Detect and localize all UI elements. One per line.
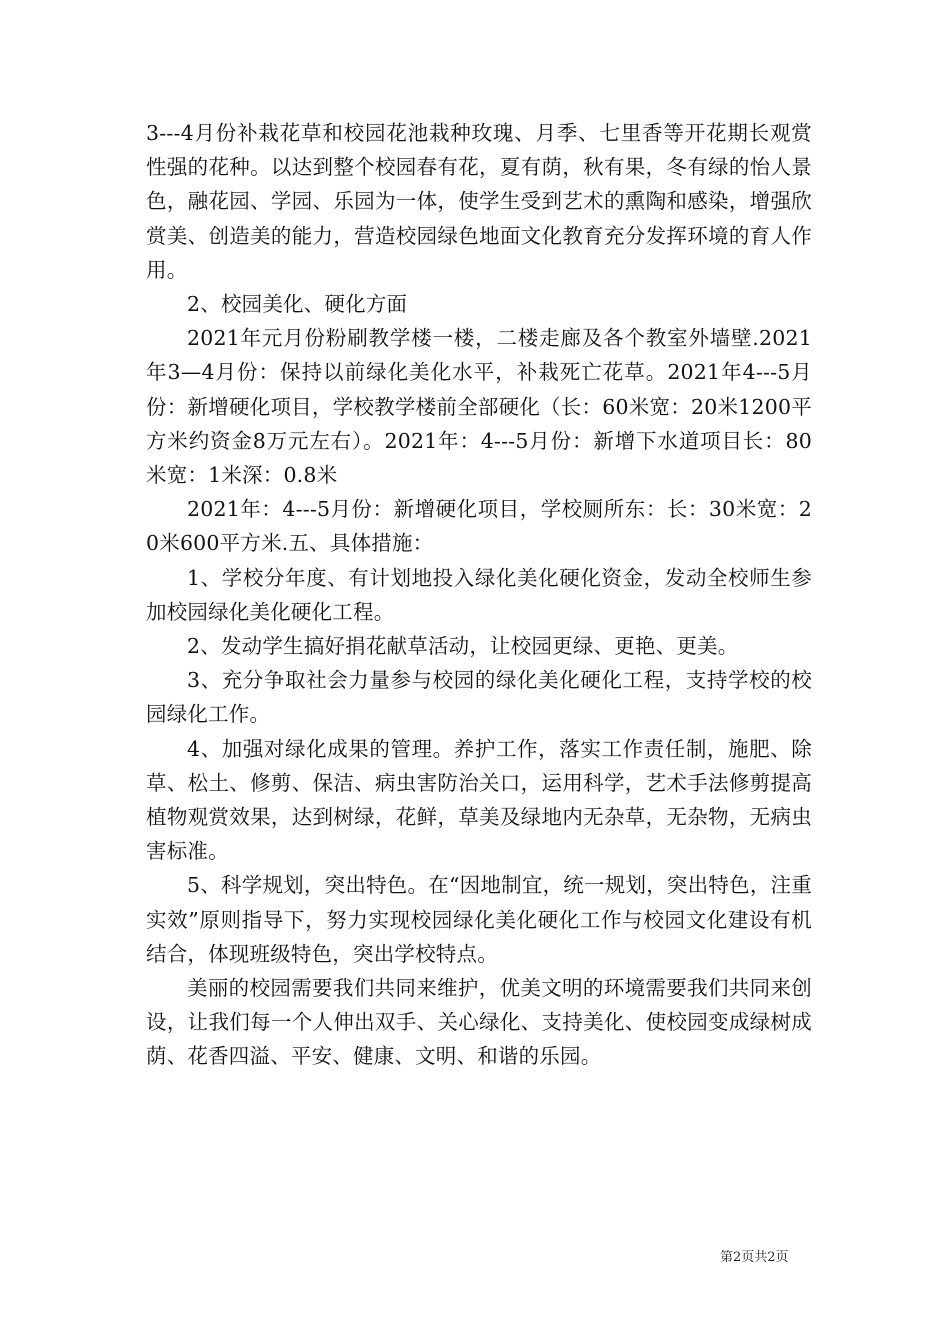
section-heading-beautification: 2、校园美化、硬化方面 (187, 292, 408, 317)
measure-item-3: 3、充分争取社会力量参与校园的绿化美化硬化工程，支持学校的校园绿化工作。 (146, 668, 812, 727)
paragraph-planting-schedule: 3---4月份补栽花草和校园花池栽种玫瑰、月季、七里香等开花期长观赏性强的花种。以达到整个校园春有花，夏有荫，秋有果，冬有绿的怡人景色，融花园、学园、乐园为一体，使学生受到艺术的熏陶和感染，增强欣赏美、创造美的能力，营造校园绿色地面文化教育充分发挥环境的育人作用。 (146, 121, 812, 282)
measure-item-5: 5、科学规划，突出特色。在“因地制宜，统一规划，突出特色，注重实效”原则指导下，努力实现校园绿化美化硬化工作与校园文化建设有机结合，体现班级特色，突出学校特点。 (146, 873, 812, 966)
paragraph-conclusion: 美丽的校园需要我们共同来维护，优美文明的环境需要我们共同来创设，让我们每一个人伸出双手、关心绿化、支持美化、使校园变成绿树成荫、花香四溢、平安、健康、文明、和谐的乐园。 (146, 976, 812, 1069)
document-body (146, 116, 812, 1074)
measure-item-4: 4、加强对绿化成果的管理。养护工作，落实工作责任制，施肥、除草、松土、修剪、保洁、病虫害防治关口，运用科学，艺术手法修剪提高植物观赏效果，达到树绿，花鲜，草美及绿地内无杂草，无杂物，无病虫害标准。 (146, 736, 812, 864)
page-number: 第2页共2页 (720, 1250, 789, 1265)
measure-item-2: 2、发动学生搞好捐花献草活动，让校园更绿、更艳、更美。 (187, 634, 739, 659)
paragraph-toilet-hardening: 2021年：4---5月份：新增硬化项目，学校厕所东：长：30米宽：20米600平方米.五、具体措施： (146, 497, 812, 556)
measure-item-1: 1、学校分年度、有计划地投入绿化美化硬化资金，发动全校师生参加校园绿化美化硬化工程。 (146, 565, 812, 624)
paragraph-hardening-plan: 2021年元月份粉刷教学楼一楼，二楼走廊及各个教室外墙壁.2021年3—4月份：保持以前绿化美化水平，补栽死亡花草。2021年4---5月份：新增硬化项目，学校教学楼前全部硬化（长：60米宽：20米1200平方米约资金8万元左右）。2021年：4---5月份：新增下水道项目长：80米宽：1米深：0.8米 (146, 326, 812, 488)
